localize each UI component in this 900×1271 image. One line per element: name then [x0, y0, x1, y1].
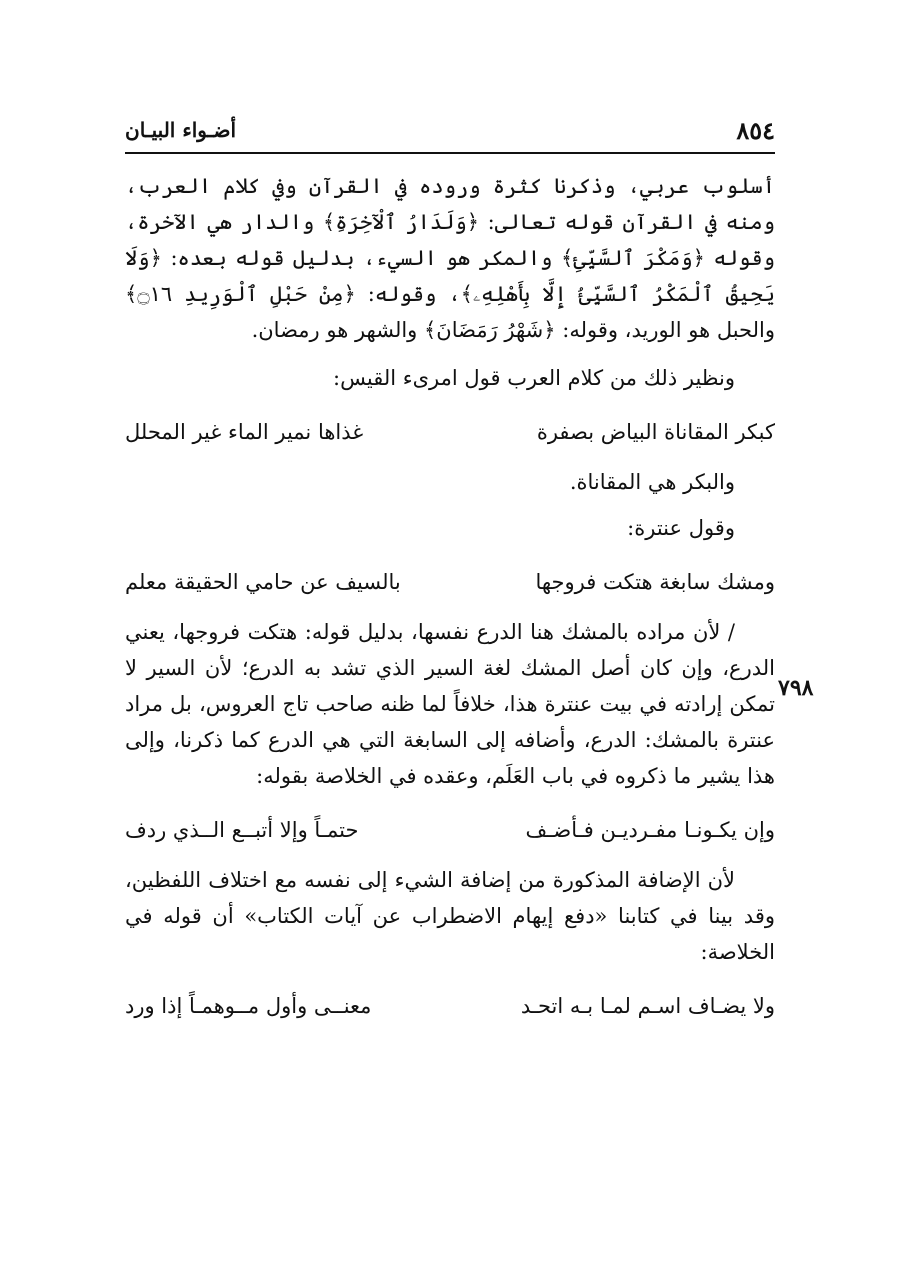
- verse-first-hemistich: ولا يضـاف اسـم لمـا بـه اتحـد: [520, 994, 775, 1018]
- verse-imru-al-qais: [125, 414, 775, 450]
- verse-khulasa-alam: [125, 812, 775, 848]
- verse-second-hemistich: حتمـاً وإلا أتبــع الــذي ردف: [125, 818, 359, 842]
- paragraph-idafa-explanation: لأن الإضافة المذكورة من إضافة الشيء إلى نفسه مع اختلاف اللفظين، وقد بينا في كتابنا «دفع إيهام الاضطراب عن آيات الكتاب» أن قوله في الخلاصة:: [125, 868, 775, 964]
- margin-page-number: ٧٩٨: [778, 675, 814, 701]
- running-header: [125, 112, 775, 154]
- verse-first-hemistich: وإن يكـونـا مفـرديـن فـأضـف: [525, 818, 775, 842]
- paragraph-imru-al-qais-intro: ونظير ذلك من كلام العرب قول امرىء القيس:: [333, 366, 735, 390]
- verse-first-hemistich: كبكر المقاناة البياض بصفرة: [536, 420, 775, 444]
- book-title: أضـواء البيـان: [125, 118, 237, 142]
- verse-second-hemistich: غذاها نمير الماء غير المحلل: [125, 420, 364, 444]
- paragraph-bikr-note: والبكر هي المقاناة.: [569, 470, 735, 494]
- paragraph-quran-examples: أسلوب عربي، وذكرنا كثرة وروده في القرآن وفي كلام العرب، ومنه في القرآن قوله تعالى: ﴿وَلَدَارُ ٱلْآخِرَةِ﴾ والدار هي الآخرة، وقوله ﴿وَمَكْرَ ٱلسَّيِّئِ﴾ والمكر هو السيء، بدليل قوله بعده: ﴿وَلَا يَحِيقُ ٱلْمَكْرُ ٱلسَّيِّئُ إِلَّا بِأَهْلِهِۦ﴾، وقوله: ﴿مِنْ حَبْلِ ٱلْوَرِيدِ ۝١٦﴾ والحبل هو الوريد، وقوله: ﴿شَهْرُ رَمَضَانَ﴾ والشهر هو رمضان.: [125, 174, 775, 342]
- paragraph-antara-intro: وقول عنترة:: [627, 516, 735, 540]
- verse-first-hemistich: ومشك سابغة هتكت فروجها: [535, 570, 775, 594]
- verse-second-hemistich: بالسيف عن حامي الحقيقة معلم: [125, 570, 401, 594]
- page-number: ٨٥٤: [736, 116, 775, 145]
- verse-khulasa-idafa: [125, 988, 775, 1024]
- paragraph-mashk-explanation: / لأن مراده بالمشك هنا الدرع نفسها، بدليل قوله: هتكت فروجها، يعني الدرع، وإن كان أصل المشك لغة السير الذي تشد به الدرع؛ لأن السير لا تمكن إرادته في بيت عنترة هذا، خلافاً لما ظنه صاحب تاج العروس، بل مراد عنترة بالمشك: الدرع، وأضافه إلى السابغة التي هي الدرع كما ذكرنا، وإلى هذا يشير ما ذكروه في باب العَلَم، وعقده في الخلاصة بقوله:: [125, 620, 775, 788]
- verse-antara: [125, 564, 775, 600]
- verse-second-hemistich: معنــى وأول مــوهمـاً إذا ورد: [125, 994, 372, 1018]
- page-body: [125, 168, 775, 1038]
